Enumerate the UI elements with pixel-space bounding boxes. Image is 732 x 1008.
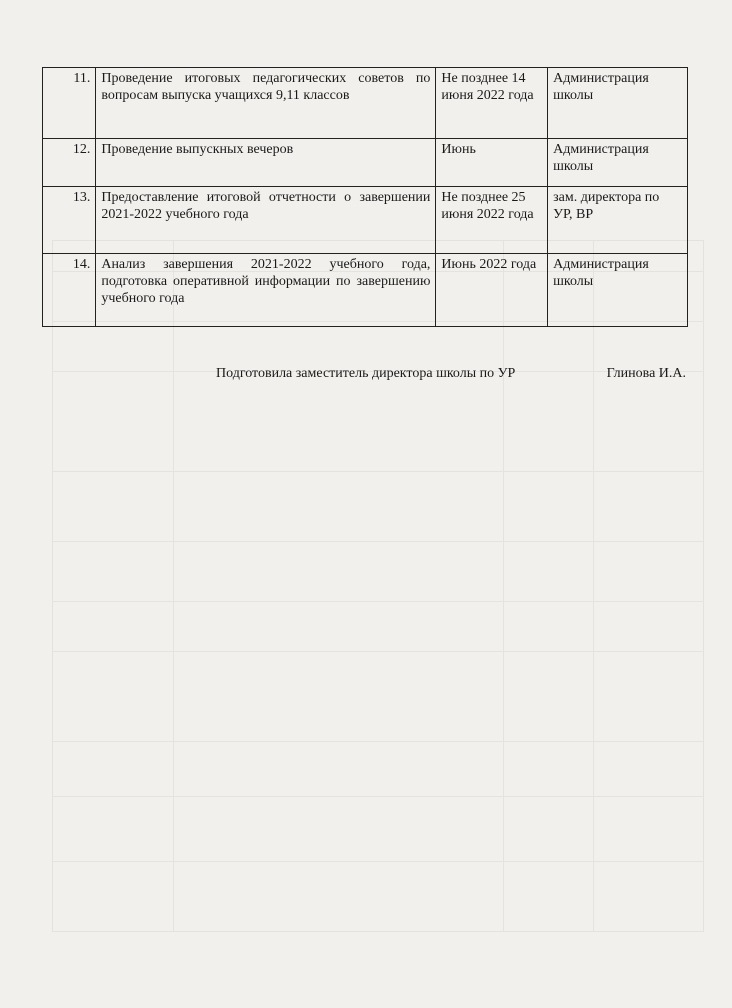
bleed-through-table: [52, 240, 704, 932]
responsible-cell: зам. директора по УР, ВР: [548, 187, 688, 254]
responsible-cell: Администрация школы: [548, 68, 688, 139]
table-row: [43, 254, 688, 327]
responsible-cell: Администрация школы: [548, 254, 688, 327]
responsible-cell: Администрация школы: [548, 139, 688, 187]
table-row: [43, 68, 688, 139]
event-cell: Проведение итоговых педагогических советов по вопросам выпуска учащихся 9,11 классов: [96, 68, 436, 139]
term-cell: Июнь: [436, 139, 548, 187]
term-cell: Июнь 2022 года: [436, 254, 548, 327]
event-cell: Анализ завершения 2021-2022 учебного года, подготовка оперативной информации по завершению учебного года: [96, 254, 436, 327]
author-name: Глинова И.А.: [606, 366, 686, 381]
table-row: [43, 187, 688, 254]
row-number: 14.: [43, 254, 96, 327]
events-table: [42, 67, 688, 327]
event-cell: Проведение выпускных вечеров: [96, 139, 436, 187]
event-cell: Предоставление итоговой отчетности о завершении 2021-2022 учебного года: [96, 187, 436, 254]
term-cell: Не позднее 25 июня 2022 года: [436, 187, 548, 254]
table-row: [43, 139, 688, 187]
row-number: 12.: [43, 139, 96, 187]
prepared-by-text: Подготовила заместитель директора школы по УР: [216, 366, 516, 381]
row-number: 13.: [43, 187, 96, 254]
row-number: 11.: [43, 68, 96, 139]
term-cell: Не позднее 14 июня 2022 года: [436, 68, 548, 139]
